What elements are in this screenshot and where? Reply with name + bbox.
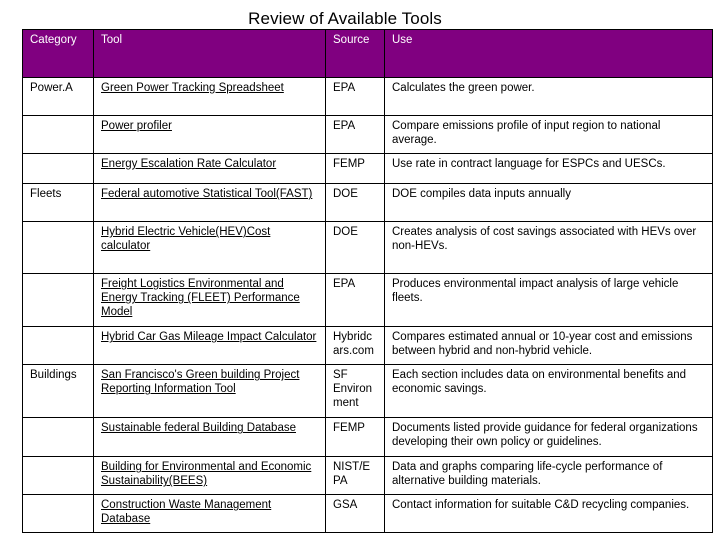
tool-link[interactable]: Power profiler	[101, 119, 172, 132]
cell-use: Use rate in contract language for ESPCs and UESCs.	[385, 153, 713, 184]
table-row	[23, 457, 713, 495]
cell-use: Creates analysis of cost savings associated with HEVs over non-HEVs.	[385, 222, 713, 274]
table-row	[23, 184, 713, 222]
cell-tool	[94, 327, 326, 365]
tool-link[interactable]: Energy Escalation Rate Calculator	[101, 157, 277, 170]
tool-link[interactable]: Green Power Tracking Spreadsheet	[101, 82, 284, 94]
cell-use: Contact information for suitable C&D recycling companies.	[385, 495, 713, 533]
cell-tool	[94, 495, 326, 533]
tool-link[interactable]: Hybrid Car Gas Mileage Impact Calculator	[101, 331, 317, 344]
header-row	[23, 30, 713, 78]
header-use: Use	[385, 30, 713, 78]
cell-tool	[94, 274, 326, 327]
cell-tool	[94, 184, 326, 222]
cell-source: FEMP	[326, 418, 385, 457]
cell-use: Compares estimated annual or 10-year cost and emissions between hybrid and non-hybrid vehicle.	[385, 327, 713, 365]
cell-tool	[94, 457, 326, 495]
tool-link[interactable]: Construction Waste Management Database	[101, 499, 272, 526]
table-row	[23, 153, 713, 184]
table-row	[23, 222, 713, 274]
cell-source: EPA	[326, 115, 385, 153]
cell-category: Fleets	[23, 184, 94, 222]
cell-source: GSA	[326, 495, 385, 533]
tool-link[interactable]: Hybrid Electric Vehicle(HEV)Cost calculator	[101, 226, 271, 253]
cell-use: Calculates the green power.	[385, 78, 713, 116]
cell-tool	[94, 365, 326, 418]
cell-category	[23, 115, 94, 153]
cell-source: EPA	[326, 78, 385, 116]
cell-category	[23, 153, 94, 184]
cell-category: Buildings	[23, 365, 94, 418]
cell-source: NIST/E PA	[326, 457, 385, 495]
cell-category	[23, 418, 94, 457]
cell-category	[23, 327, 94, 365]
cell-use: Produces environmental impact analysis of large vehicle fleets.	[385, 274, 713, 327]
header-source: Source	[326, 30, 385, 78]
cell-source: DOE	[326, 184, 385, 222]
header-tool: Tool	[94, 30, 326, 78]
table-row	[23, 365, 713, 418]
tool-link[interactable]: San Francisco's Green building Project Reporting Information Tool	[101, 369, 300, 396]
cell-category: Power.A	[23, 78, 94, 116]
table-row	[23, 115, 713, 153]
cell-tool	[94, 418, 326, 457]
tool-link[interactable]: Building for Environmental and Economic Sustainability(BEES)	[101, 461, 312, 488]
cell-tool	[94, 78, 326, 116]
table-row	[23, 78, 713, 116]
cell-category	[23, 274, 94, 327]
cell-source: SF Environ ment	[326, 365, 385, 418]
cell-tool	[94, 115, 326, 153]
cell-use: Compare emissions profile of input region to national average.	[385, 115, 713, 153]
tool-link[interactable]: Federal automotive Statistical Tool(FAST)	[101, 188, 313, 201]
cell-use: Each section includes data on environmental benefits and economic savings.	[385, 365, 713, 418]
cell-source: DOE	[326, 222, 385, 274]
cell-category	[23, 457, 94, 495]
cell-tool	[94, 222, 326, 274]
cell-source: EPA	[326, 274, 385, 327]
cell-use: Documents listed provide guidance for federal organizations developing their own policy or guidelines.	[385, 418, 713, 457]
table-row	[23, 418, 713, 457]
tools-table	[22, 29, 713, 533]
cell-tool	[94, 153, 326, 184]
table-row	[23, 327, 713, 365]
cell-category	[23, 495, 94, 533]
cell-use: DOE compiles data inputs annually	[385, 184, 713, 222]
tool-link[interactable]: Freight Logistics Environmental and Energy Tracking (FLEET) Performance Model	[101, 278, 300, 319]
cell-source: FEMP	[326, 153, 385, 184]
cell-use: Data and graphs comparing life-cycle performance of alternative building materials.	[385, 457, 713, 495]
table-row	[23, 495, 713, 533]
header-category: Category	[23, 30, 94, 78]
page-title: Review of Available Tools	[248, 9, 442, 28]
tool-link[interactable]: Sustainable federal Building Database	[101, 422, 296, 435]
cell-source: Hybridc ars.com	[326, 327, 385, 365]
table-row	[23, 274, 713, 327]
cell-category	[23, 222, 94, 274]
